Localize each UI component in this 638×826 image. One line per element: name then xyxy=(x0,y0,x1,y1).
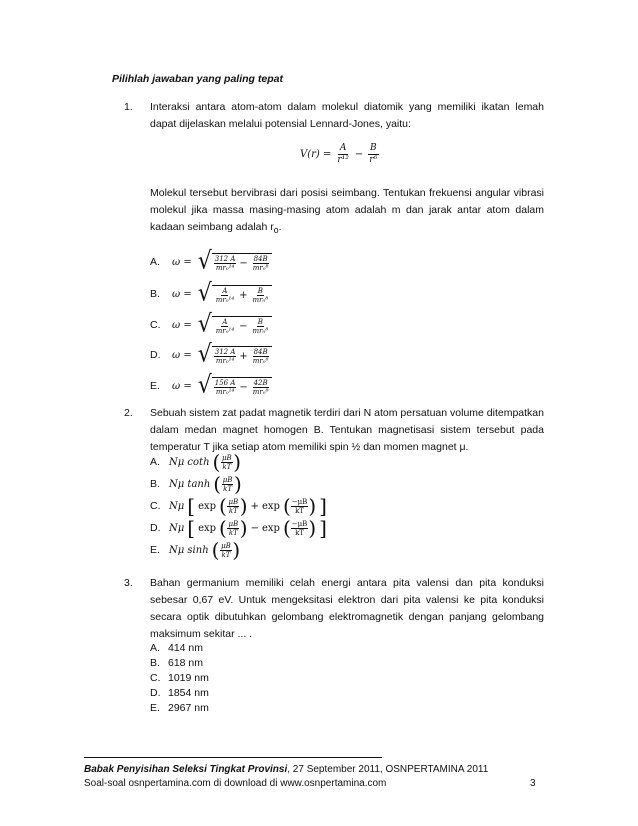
mub-over-kt xyxy=(219,542,232,559)
option-a xyxy=(150,247,272,276)
numerator: 84B xyxy=(253,347,268,356)
numerator: μB xyxy=(228,519,239,528)
term-2 xyxy=(251,287,271,304)
instruction-heading: Pilihlah jawaban yang paling tepat xyxy=(112,73,283,85)
option-label: C. xyxy=(150,672,161,684)
option-c xyxy=(150,310,272,339)
denominator: r⁶ xyxy=(369,155,378,165)
omega-symbol: ω = xyxy=(172,256,192,268)
right-paren: ) xyxy=(233,450,242,474)
neg-mub-over-kt xyxy=(291,498,309,515)
parenthesized xyxy=(213,474,242,494)
question-2 xyxy=(124,405,544,456)
operator: + xyxy=(239,350,248,362)
denominator: mr₀⁸ xyxy=(252,387,269,396)
parenthesized xyxy=(213,452,242,472)
question-3 xyxy=(124,575,544,643)
denominator: kT xyxy=(221,550,231,559)
left-paren: ( xyxy=(211,538,220,562)
question-number: 3. xyxy=(124,577,133,589)
left-paren: ( xyxy=(282,516,291,540)
square-root xyxy=(197,371,273,400)
denominator: mr₀⁸ xyxy=(252,356,269,365)
option-label: C. xyxy=(150,319,161,331)
option-c xyxy=(150,496,327,516)
left-paren: ( xyxy=(213,472,222,496)
option-d xyxy=(150,340,272,369)
option-b xyxy=(150,474,242,494)
period: . xyxy=(278,221,282,233)
option-label: A. xyxy=(150,456,160,468)
question-number: 1. xyxy=(124,101,133,113)
radicand xyxy=(212,285,272,304)
denominator: mr₀¹⁴ xyxy=(215,387,235,396)
option-e xyxy=(150,701,209,716)
option-value: 1854 nm xyxy=(168,687,209,699)
left-bracket: [ xyxy=(187,494,196,518)
option-label: A. xyxy=(150,256,160,268)
denominator: kT xyxy=(295,528,304,537)
left-paren: ( xyxy=(282,494,291,518)
option-value: 1019 nm xyxy=(168,672,209,684)
mub-over-kt xyxy=(227,498,240,515)
numerator: B xyxy=(257,317,263,326)
parenthesized xyxy=(283,518,316,538)
footer-bold: Babak Penyisihan Seleksi Tingkat Provinsi xyxy=(84,764,288,775)
question-1-continuation xyxy=(124,185,544,239)
mub-over-kt xyxy=(220,454,233,471)
square-root xyxy=(197,247,273,276)
right-paren: ) xyxy=(239,516,248,540)
numerator: B xyxy=(257,286,263,295)
neg-mub-over-kt xyxy=(291,520,309,537)
option-b xyxy=(150,656,209,671)
term-2 xyxy=(251,379,271,396)
option-value: 2967 nm xyxy=(168,702,209,714)
denominator: mr₀⁸ xyxy=(252,295,269,304)
option-label: B. xyxy=(150,288,160,300)
term-1 xyxy=(214,379,237,396)
radicand xyxy=(212,346,273,365)
denominator: mr₀¹⁴ xyxy=(215,263,235,272)
numerator: −μB xyxy=(291,497,308,506)
numerator: B xyxy=(369,143,377,153)
page-number: 3 xyxy=(530,778,536,789)
square-root xyxy=(197,340,273,369)
omega-symbol: ω = xyxy=(172,349,192,361)
term-2 xyxy=(251,318,271,335)
equation-lhs: V(r) = xyxy=(300,149,332,160)
option-label: E. xyxy=(150,544,160,556)
denominator: kT xyxy=(222,462,232,471)
option-label: C. xyxy=(150,500,161,512)
numerator: A xyxy=(222,286,228,295)
numerator: 84B xyxy=(253,254,268,263)
square-root xyxy=(197,279,272,308)
footer-line-2: Soal-soal osnpertamina.com di download di www.osnpertamina.com xyxy=(84,778,387,789)
option-label: E. xyxy=(150,702,160,714)
parenthesized xyxy=(212,540,241,560)
left-paren: ( xyxy=(219,494,227,518)
option-label: E. xyxy=(150,380,160,392)
term-1 xyxy=(214,287,236,304)
denominator: r¹² xyxy=(337,155,349,165)
term-1 xyxy=(214,318,236,335)
radical-sign: √ xyxy=(197,279,212,308)
right-bracket: ] xyxy=(319,494,327,518)
lennard-jones-equation xyxy=(300,143,379,166)
footer-divider xyxy=(84,757,382,758)
exp-function: exp xyxy=(198,500,217,512)
numerator: 312 A xyxy=(214,254,236,263)
fraction-a xyxy=(335,143,351,166)
numerator: μB xyxy=(221,541,231,550)
option-c xyxy=(150,671,209,686)
operator: − xyxy=(250,522,259,534)
denominator: kT xyxy=(295,506,304,515)
numerator: 312 A xyxy=(214,347,236,356)
option-value: 618 nm xyxy=(168,657,204,669)
exp-function: exp xyxy=(198,522,217,534)
right-paren: ) xyxy=(308,494,317,518)
operator: − xyxy=(239,381,248,393)
minus-sign: − xyxy=(354,149,364,160)
option-prefix: Nμ tanh xyxy=(169,478,211,490)
left-bracket: [ xyxy=(187,516,196,540)
denominator: kT xyxy=(223,484,233,493)
term-1 xyxy=(214,255,237,272)
option-label: D. xyxy=(150,349,161,361)
option-a xyxy=(150,641,209,656)
right-paren: ) xyxy=(308,516,317,540)
question-text: Sebuah sistem zat padat magnetik terdiri dari N atom persatuan volume ditempatkan dalam medan magnet homogen B. Tentukan magnetisasi sistem tersebut pada temperatur T jika setiap atom memiliki spin ½ dan momen magnet μ. xyxy=(150,407,544,453)
term-2 xyxy=(251,348,271,365)
radical-sign: √ xyxy=(197,371,212,400)
operator: + xyxy=(239,289,248,301)
denominator: mr₀⁸ xyxy=(252,263,269,272)
option-label: A. xyxy=(150,642,160,654)
option-label: D. xyxy=(150,687,161,699)
option-d xyxy=(150,518,327,538)
left-paren: ( xyxy=(219,516,227,540)
question-text: Interaksi antara atom-atom dalam molekul diatomik yang memiliki ikatan lemah dapat dijelaskan melalui potensial Lennard-Jones, yaitu: xyxy=(150,101,544,130)
footer-rest: , 27 September 2011, OSNPERTAMINA 2011 xyxy=(287,764,489,775)
right-paren: ) xyxy=(232,538,241,562)
option-label: D. xyxy=(150,522,161,534)
question-text: Bahan germanium memiliki celah energi antara pita valensi dan pita konduksi sebesar 0,67 eV. Untuk mengeksitasi elektron dari pita valensi ke pita konduksi secara optik dibutuhkan gelombang elektromagnetik dengan panjang gelombang maksimum sekitar ... . xyxy=(150,577,544,640)
option-prefix: Nμ sinh xyxy=(169,544,209,556)
omega-symbol: ω = xyxy=(172,288,192,300)
option-d xyxy=(150,686,209,701)
radicand xyxy=(212,377,273,396)
parenthesized xyxy=(219,518,248,538)
fraction-b xyxy=(367,143,379,166)
option-prefix: Nμ coth xyxy=(169,456,210,468)
question-3-options xyxy=(150,641,209,716)
numerator: μB xyxy=(222,475,233,484)
term-1 xyxy=(214,348,237,365)
radicand xyxy=(212,316,272,335)
option-a xyxy=(150,452,241,472)
numerator: μB xyxy=(228,497,239,506)
mub-over-kt xyxy=(227,520,240,537)
denominator: kT xyxy=(228,528,238,537)
numerator: −μB xyxy=(291,519,308,528)
exp-function: exp xyxy=(261,500,280,512)
option-e xyxy=(150,540,240,560)
operator: + xyxy=(250,500,259,512)
denominator: mr₀¹⁴ xyxy=(215,356,235,365)
operator: − xyxy=(239,257,248,269)
numerator: 42B xyxy=(253,378,268,387)
numerator: 156 A xyxy=(214,378,236,387)
option-b xyxy=(150,279,272,308)
option-e xyxy=(150,371,272,400)
omega-symbol: ω = xyxy=(172,319,192,331)
radical-sign: √ xyxy=(197,247,212,276)
right-paren: ) xyxy=(239,494,248,518)
question-number: 2. xyxy=(124,407,133,419)
operator: − xyxy=(239,320,248,332)
square-root xyxy=(197,310,272,339)
denominator: mr₀¹⁴ xyxy=(215,326,235,335)
radical-sign: √ xyxy=(197,310,212,339)
question-1 xyxy=(124,99,544,133)
question-text-2: Molekul tersebut bervibrasi dari posisi seimbang. Tentukan frekuensi angular vibrasi molekul jika massa masing-masing atom adalah m dan jarak antar atom dalam kadaan seimbang adalah r xyxy=(150,187,544,233)
right-bracket: ] xyxy=(319,516,327,540)
option-prefix: Nμ xyxy=(169,522,185,534)
numerator: μB xyxy=(221,453,232,462)
option-prefix: Nμ xyxy=(169,500,185,512)
numerator: A xyxy=(222,317,228,326)
option-label: B. xyxy=(150,657,160,669)
radicand xyxy=(212,253,273,272)
denominator: mr₀⁸ xyxy=(252,326,269,335)
subscript-o: o xyxy=(273,225,279,236)
option-value: 414 nm xyxy=(168,642,204,654)
exp-function: exp xyxy=(261,522,280,534)
parenthesized xyxy=(283,496,316,516)
omega-symbol: ω = xyxy=(172,380,192,392)
denominator: kT xyxy=(228,506,238,515)
right-paren: ) xyxy=(234,472,242,496)
radical-sign: √ xyxy=(197,340,212,369)
mub-over-kt xyxy=(221,476,234,493)
parenthesized xyxy=(219,496,248,516)
denominator: mr₀¹⁴ xyxy=(215,295,235,304)
left-paren: ( xyxy=(212,450,221,474)
term-2 xyxy=(251,255,271,272)
numerator: A xyxy=(339,143,347,153)
option-label: B. xyxy=(150,478,160,490)
footer-line-1 xyxy=(84,764,488,775)
